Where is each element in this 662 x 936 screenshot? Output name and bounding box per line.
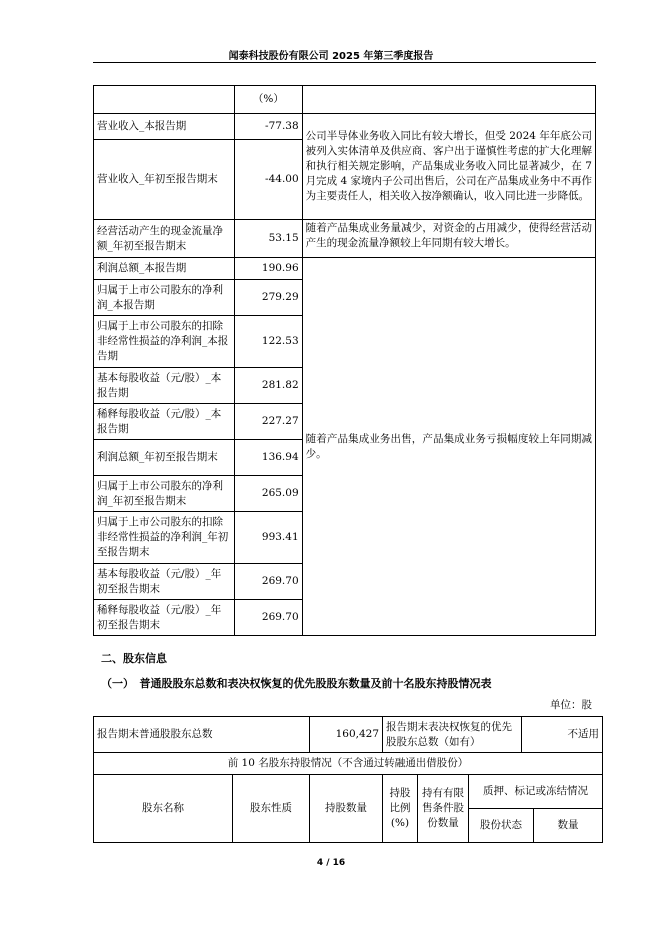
reason-profit: 随着产品集成业务出售，产品集成业务亏损幅度较上年同期减少。: [302, 258, 595, 636]
row-value: -44.00: [235, 140, 303, 220]
change-reason-table: [93, 85, 596, 636]
row-name: 稀释每股收益（元/股）_年初至报告期末: [94, 600, 235, 636]
header-rule: [93, 62, 596, 63]
row-value: 190.96: [235, 258, 303, 280]
row-value: 265.09: [235, 476, 303, 512]
row-value: 279.29: [235, 280, 303, 316]
row-value: 993.41: [235, 512, 303, 564]
row-value: 136.94: [235, 440, 303, 476]
row-name: 利润总额_本报告期: [94, 258, 235, 280]
header-share-status: 股份状态: [469, 809, 534, 843]
row-name: 稀释每股收益（元/股）_本报告期: [94, 404, 235, 440]
row-name: 基本每股收益（元/股）_年初至报告期末: [94, 564, 235, 600]
row-value: 269.70: [235, 564, 303, 600]
row-name: 归属于上市公司股东的扣除非经常性损益的净利润_年初至报告期末: [94, 512, 235, 564]
total-holders-label: 报告期末普通股股东总数: [94, 717, 310, 753]
row-value: -77.38: [235, 114, 303, 140]
row-name: 营业收入_年初至报告期末: [94, 140, 235, 220]
total-holders-value: 160,427: [310, 717, 383, 753]
row-value: 281.82: [235, 368, 303, 404]
row-name: 归属于上市公司股东的净利润_本报告期: [94, 280, 235, 316]
unit-header: （%）: [235, 86, 303, 114]
header-restricted: 持有有限售条件股份数量: [418, 775, 469, 843]
reason-cashflow: 随着产品集成业务量减少，对资金的占用减少，使得经营活动产生的现金流量净额较上年同期有较大增长。: [302, 220, 595, 258]
row-value: 122.53: [235, 316, 303, 368]
row-name: 经营活动产生的现金流量净额_年初至报告期末: [94, 220, 235, 258]
reason-revenue: 公司半导体业务收入同比有较大增长，但受 2024 年年底公司被列入实体清单及供应商、客户出于谨慎性考虑的扩大化理解和执行相关规定影响，产品集成业务收入同比显著减少，在 7 月完成 4 家境内子公司出售后，公司在产品集成业务中不再作为主要责任人，相关收入按净额确认，收入同比进一步降低。: [302, 114, 595, 220]
header-share-ratio: 持股比例(%): [383, 775, 418, 843]
section-subtitle: （一） 普通股股东总数和表决权恢复的优先股股东数量及前十名股东持股情况表: [101, 677, 492, 690]
top10-caption: 前 10 名股东持股情况（不含通过转融通出借股份）: [94, 753, 603, 775]
section-title: 二、股东信息: [101, 652, 167, 665]
header-holder-nature: 股东性质: [233, 775, 310, 843]
pref-holders-value: 不适用: [522, 717, 603, 753]
row-value: 53.15: [235, 220, 303, 258]
row-name: 归属于上市公司股东的净利润_年初至报告期末: [94, 476, 235, 512]
row-name: 基本每股收益（元/股）_本报告期: [94, 368, 235, 404]
header-pledge: 质押、标记或冻结情况: [469, 775, 603, 809]
row-name: 利润总额_年初至报告期末: [94, 440, 235, 476]
pref-holders-label: 报告期末表决权恢复的优先股股东总数（如有）: [383, 717, 522, 753]
unit-label: 单位：股: [550, 699, 592, 711]
page-header-title: 闻泰科技股份有限公司 2025 年第三季度报告: [228, 51, 434, 62]
row-value: 269.70: [235, 600, 303, 636]
row-value: 227.27: [235, 404, 303, 440]
shareholder-table: [93, 716, 603, 843]
page-number: 4 / 16: [316, 858, 346, 868]
row-name: 营业收入_本报告期: [94, 114, 235, 140]
header-holder-name: 股东名称: [94, 775, 233, 843]
table-cell-blank: [302, 86, 595, 114]
row-name: 归属于上市公司股东的扣除非经常性损益的净利润_本报告期: [94, 316, 235, 368]
header-pledge-amount: 数量: [534, 809, 603, 843]
table-cell-blank: [94, 86, 235, 114]
header-share-qty: 持股数量: [310, 775, 383, 843]
